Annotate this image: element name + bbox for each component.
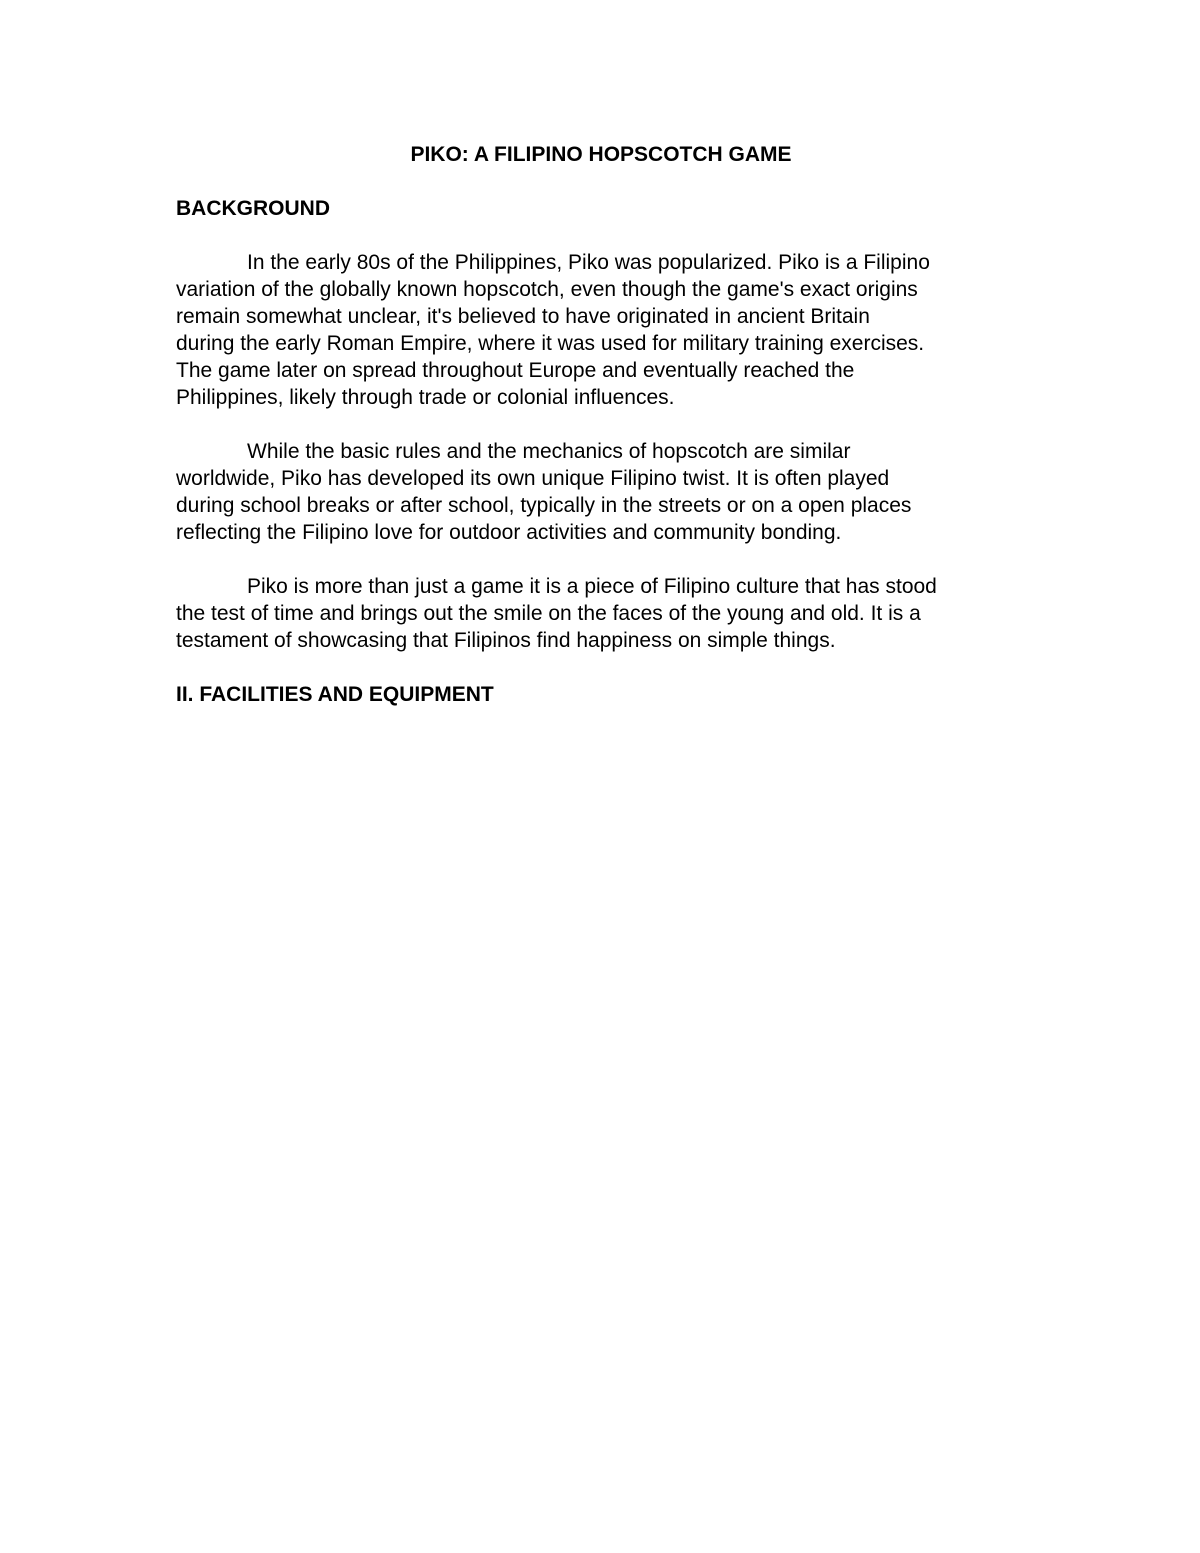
document-content [176, 141, 1026, 735]
paragraph-line: In the early 80s of the Philippines, Piko was popularized. Piko is a Filipino [247, 251, 930, 274]
paragraph-2 [176, 438, 1026, 546]
section-heading-facilities: II. FACILITIES AND EQUIPMENT [176, 683, 494, 706]
paragraph-line: remain somewhat unclear, it's believed to have originated in ancient Britain [176, 305, 870, 328]
section-heading-background: BACKGROUND [176, 197, 330, 220]
paragraph-line: testament of showcasing that Filipinos find happiness on simple things. [176, 629, 836, 652]
paragraph-line: The game later on spread throughout Europe and eventually reached the [176, 359, 855, 382]
paragraph-line: worldwide, Piko has developed its own unique Filipino twist. It is often played [176, 467, 890, 490]
paragraph-line: variation of the globally known hopscotch, even though the game's exact origins [176, 278, 918, 301]
paragraph-line: the test of time and brings out the smile on the faces of the young and old. It is a [176, 602, 921, 625]
paragraph-3 [176, 573, 1026, 654]
paragraph-line: reflecting the Filipino love for outdoor activities and community bonding. [176, 521, 842, 544]
document-title: PIKO: A FILIPINO HOPSCOTCH GAME [410, 143, 792, 166]
paragraph-line: Piko is more than just a game it is a piece of Filipino culture that has stood [247, 575, 937, 598]
paragraph-line: during the early Roman Empire, where it was used for military training exercises. [176, 332, 925, 355]
paragraph-line: Philippines, likely through trade or colonial influences. [176, 386, 675, 409]
paragraph-line: during school breaks or after school, typically in the streets or on a open places [176, 494, 912, 517]
paragraph-line: While the basic rules and the mechanics of hopscotch are similar [247, 440, 851, 463]
paragraph-1 [176, 249, 1026, 411]
